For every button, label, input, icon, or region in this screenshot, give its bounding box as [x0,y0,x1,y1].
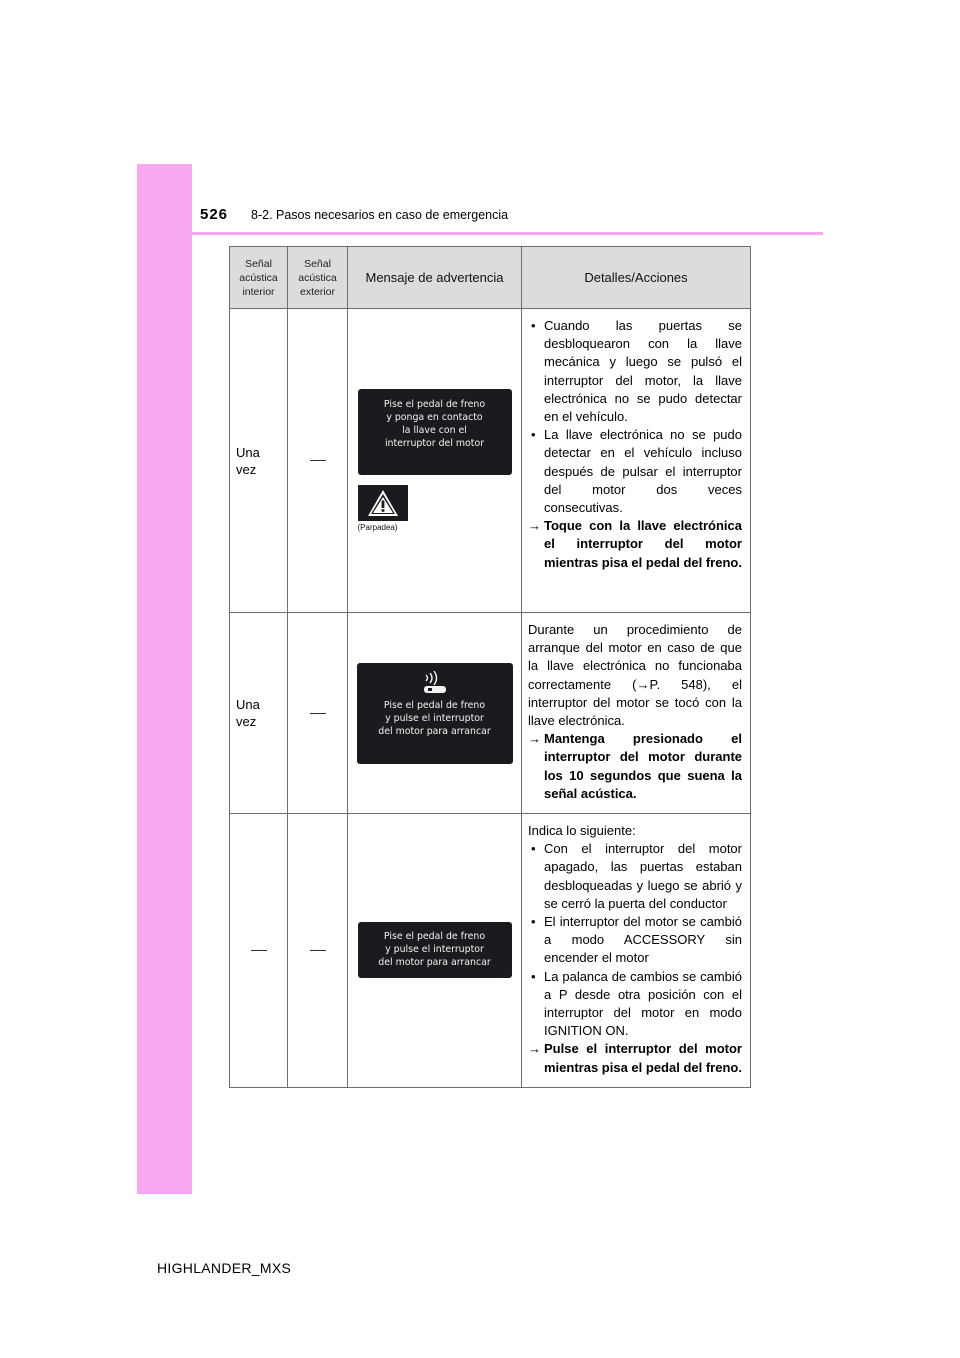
display-line: y ponga en contacto [386,412,483,423]
detail-intro: Indica lo siguiente: [528,823,636,839]
interior-signal-cell [230,309,288,613]
action-instruction [528,517,742,572]
message-cell [348,814,522,1088]
detail-bullet: • Cuando las puertas se desbloquearon con la llave mecánica y luego se pulsó el interruptor del motor, la llave electrónica no se pudo detectar en el vehículo. [528,317,742,426]
dash-mark [310,460,326,461]
warning-display [357,663,513,764]
exterior-signal-cell [288,814,348,1088]
header-exterior-signal [288,247,348,309]
signal-text: Una [236,697,260,713]
display-line: del motor para arrancar [378,957,491,969]
detail-bullet: • La palanca de cambios se cambió a P desde otra posición con el interruptor del motor en modo IGNITION ON. [528,968,742,1041]
exterior-signal-cell [288,613,348,814]
action-text: Pulse el interruptor del motor mientras pisa el pedal del freno. [544,1041,742,1075]
exterior-signal-cell [288,309,348,613]
header-exterior-line: exterior [299,285,335,298]
action-text: Mantenga presionado el interruptor del motor durante los 10 segundos que suena la señal acústica. [544,731,742,801]
signal-text: Una [236,444,260,460]
page-number: 526 [200,206,229,223]
display-line: y pulse el interruptor [385,944,484,956]
header-interior-signal [230,247,288,309]
detail-bullet: • El interruptor del motor se cambió a modo ACCESSORY sin encender el motor [528,913,742,968]
blink-caption: (Parpadea) [357,523,398,532]
table-row [230,613,751,814]
signal-text: vez [236,461,257,477]
display-line: la llave con el [402,425,467,436]
message-cell [348,613,522,814]
warning-display [358,922,512,978]
action-instruction [528,730,742,803]
table-row [230,309,751,613]
message-cell [348,309,522,613]
dash-mark [251,950,267,951]
dash-mark [310,713,326,714]
details-cell [522,814,751,1088]
details-cell [522,613,751,814]
interior-signal-cell [230,613,288,814]
arrow-icon: → [528,1041,541,1057]
display-line: y pulse el interruptor [385,712,484,724]
key-touch-icon [357,663,513,699]
header-exterior-line: acústica [298,271,337,284]
header-interior-line: acústica [239,271,278,284]
header-warning-message: Mensaje de advertencia [348,247,522,309]
footer-model-code: HIGHLANDER_MXS [157,1260,292,1276]
display-line: del motor para arrancar [378,725,491,737]
header-rule [137,232,823,235]
action-text: Toque con la llave electrónica el interruptor del motor mientras pisa el pedal del freno. [544,518,742,570]
display-line: Pise el pedal de freno [383,399,486,410]
display-line: Pise el pedal de freno [383,699,486,711]
detail-bullet: • Con el interruptor del motor apagado, las puertas estaban desbloqueadas y luego se abrió y se cerró la puerta del conductor [528,840,742,913]
display-line: interruptor del motor [384,438,485,449]
header-interior-line: interior [242,285,275,298]
section-title: 8-2. Pasos necesarios en caso de emergencia [251,208,509,222]
interior-signal-cell [230,814,288,1088]
arrow-icon: → [528,731,541,747]
warning-table [229,246,751,1088]
details-cell [522,309,751,613]
arrow-icon: → [528,518,541,534]
dash-mark [310,950,326,951]
table-row [230,814,751,1088]
warning-triangle-icon [358,485,408,521]
header-interior-line: Señal [245,257,272,270]
display-line: Pise el pedal de freno [383,931,486,943]
warning-display [358,389,512,475]
table-header-row [230,247,751,309]
detail-bullet: • La llave electrónica no se pudo detectar en el vehículo incluso después de pulsar el interruptor del motor dos veces consecutivas. [528,426,742,517]
header-details-actions: Detalles/Acciones [522,247,751,309]
signal-text: vez [236,714,257,730]
detail-paragraph: Durante un procedimiento de arranque del motor en caso de que la llave electrónica no funcionaba correctamente (→P. 548), el interruptor del motor se tocó con la llave electrónica. [528,622,742,729]
action-instruction [528,1040,742,1076]
side-color-band [137,164,192,1194]
header-exterior-line: Señal [304,257,331,270]
